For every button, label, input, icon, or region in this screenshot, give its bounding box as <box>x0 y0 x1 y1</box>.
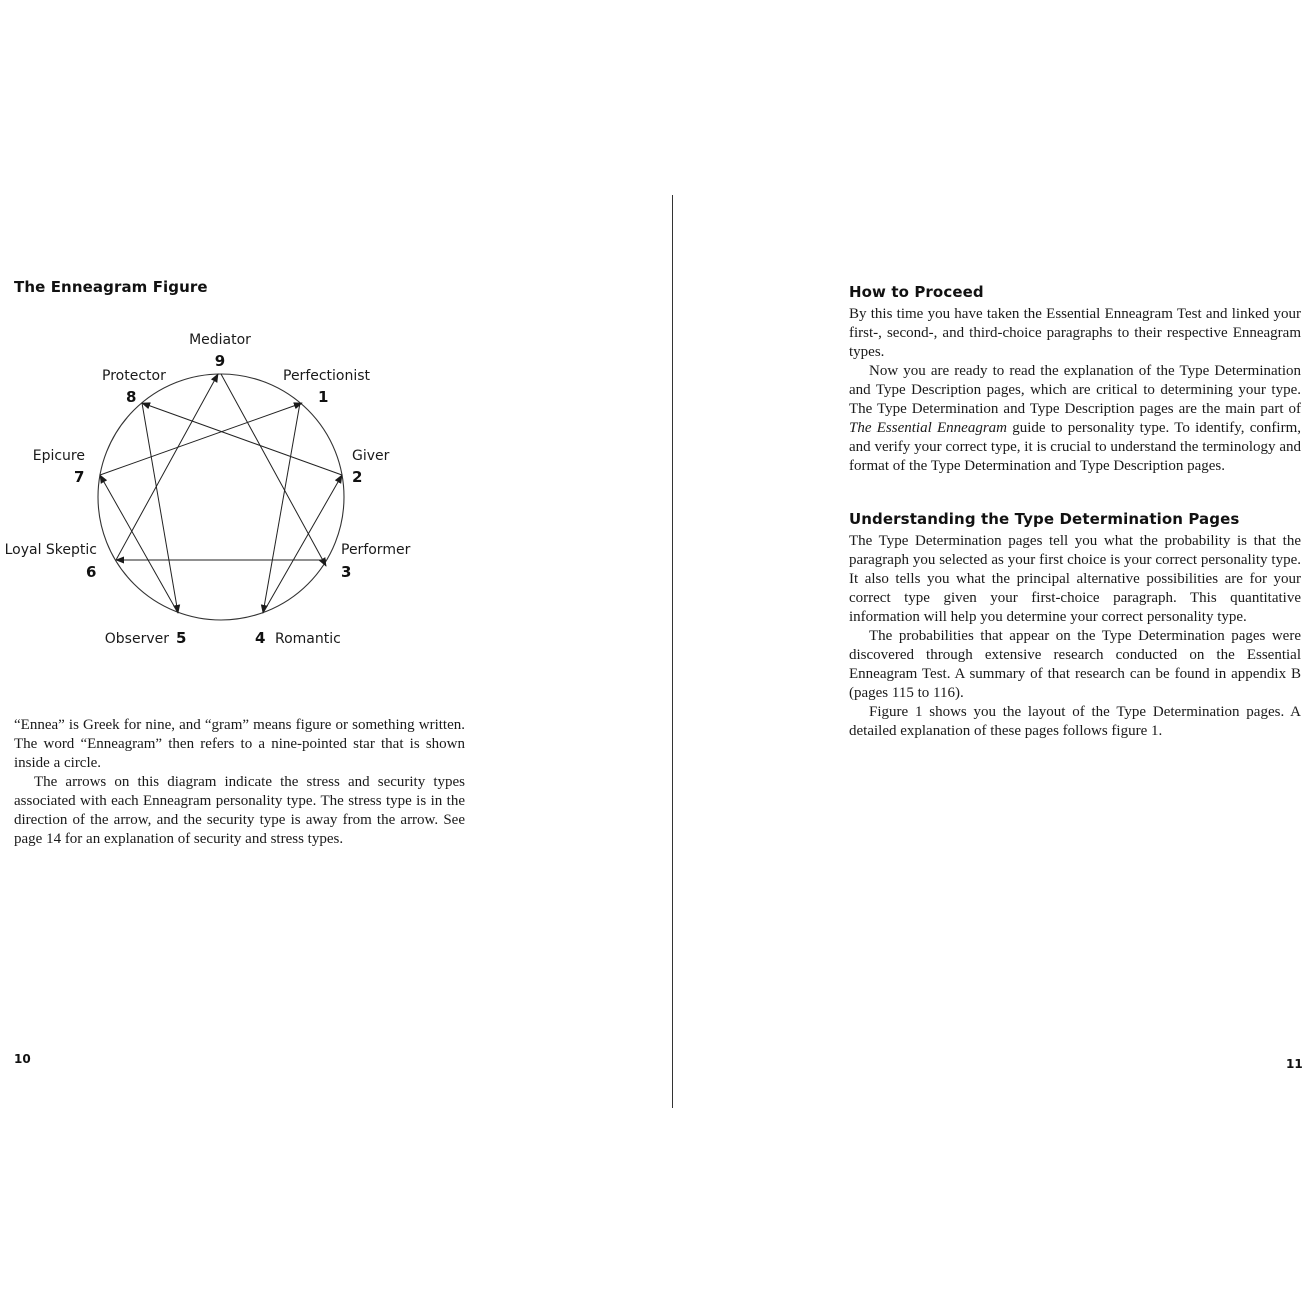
book-title: The Essential Enneagram <box>849 420 1007 436</box>
how-to-proceed-heading: How to Proceed <box>849 283 984 301</box>
arrow-9-to-3 <box>221 374 329 566</box>
proceed-paragraph-1: By this time you have taken the Essential Enneagram Test and linked your first-, second-, and third-choice paragraphs to their respective Enneagram types. <box>849 306 1301 360</box>
point-8-number: 8 <box>126 388 137 406</box>
right-page-number: 11 <box>1286 1057 1303 1071</box>
point-3-number: 3 <box>341 563 352 581</box>
point-5-number: 5 <box>176 629 187 647</box>
point-6-number: 6 <box>86 563 97 581</box>
left-page-number: 10 <box>14 1052 31 1066</box>
left-page-heading: The Enneagram Figure <box>14 278 208 296</box>
understanding-heading: Understanding the Type Determination Pages <box>849 510 1240 528</box>
point-6-name: Loyal Skeptic <box>4 542 97 558</box>
point-1-name: Perfectionist <box>283 368 371 384</box>
understanding-paragraph-1: The Type Determination pages tell you what the probability is that the paragraph you selected as your first choice is your correct personality type. It also tells you what the principal alternative possibilities are for your correct type given your first-choice paragraph. This quantitative information will help you determine your correct personality type. <box>849 533 1301 625</box>
point-4-name: Romantic <box>275 631 341 647</box>
point-9-number: 9 <box>214 352 226 370</box>
book-gutter <box>672 195 673 1108</box>
left-paragraph-1: “Ennea” is Greek for nine, and “gram” means figure or something written. The word “Enneagram” then refers to a nine-pointed star that is shown inside a circle. <box>14 717 465 771</box>
point-1-number: 1 <box>318 388 329 406</box>
left-page-body <box>14 716 465 849</box>
point-7-name: Epicure <box>32 448 85 464</box>
enneagram-figure <box>0 320 420 660</box>
point-8-name: Protector <box>102 368 166 384</box>
left-paragraph-2: The arrows on this diagram indicate the stress and security types associated with each Enneagram personality type. The stress type is in the direction of the arrow, and the security type is away from the arrow. See page 14 for an explanation of security and stress types. <box>14 774 465 847</box>
point-7-number: 7 <box>74 468 85 486</box>
point-4-number: 4 <box>255 629 266 647</box>
proceed-paragraph-2 <box>849 362 1301 476</box>
point-3-name: Performer <box>341 542 411 558</box>
understanding-paragraph-2: The probabilities that appear on the Type Determination pages were discovered through extensive research conducted on the Essential Enneagram Test. A summary of that research can be found in appendix B (pages 115 to 116). <box>849 628 1301 701</box>
point-2-number: 2 <box>352 468 363 486</box>
point-5-name: Observer <box>104 631 169 647</box>
proceed-paragraph-2-start: Now you are ready to read the explanation of the Type Determination and Type Description pages, which are critical to determining your type. The Type Determination and Type Description pages are the main part of <box>849 363 1301 417</box>
enneagram-circle <box>98 374 344 620</box>
how-to-proceed-body <box>849 305 1301 476</box>
understanding-body <box>849 532 1301 741</box>
right-page <box>674 0 1305 1305</box>
point-9-name: Mediator <box>189 332 251 348</box>
understanding-paragraph-3: Figure 1 shows you the layout of the Type Determination pages. A detailed explanation of these pages follows figure 1. <box>849 704 1301 739</box>
point-2-name: Giver <box>352 448 390 464</box>
proceed-paragraph-2-end: guide to personality type. To identify, confirm, and verify your correct type, it is crucial to understand the terminology and format of the Type Determination and Type Description pages. <box>849 420 1301 474</box>
